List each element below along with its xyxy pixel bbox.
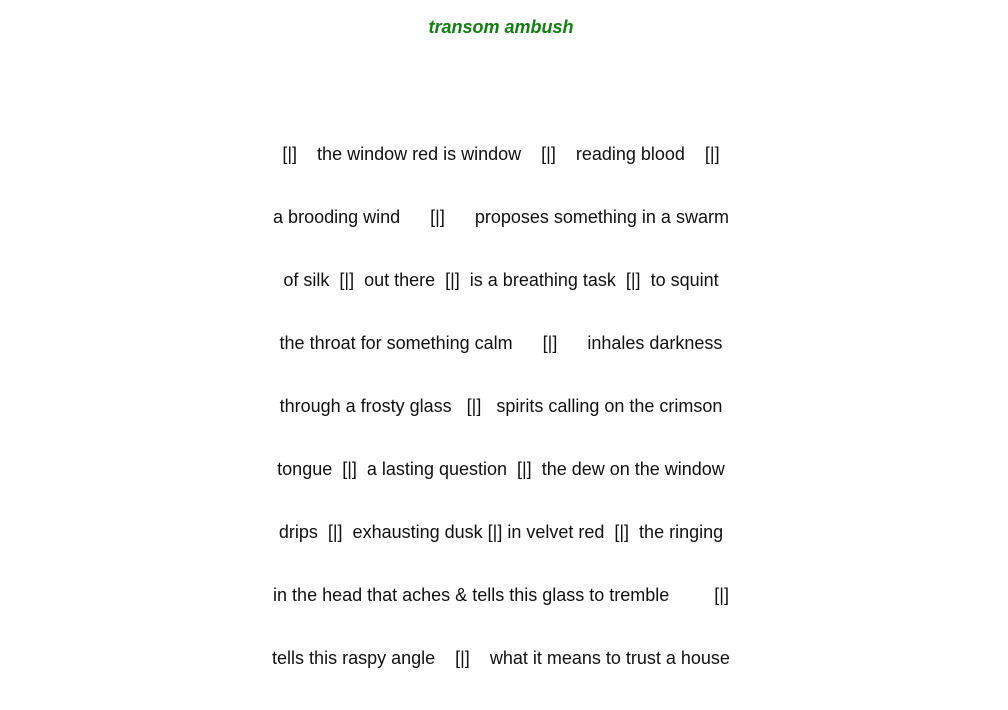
poem-line: tongue [|] a lasting question [|] the dew on the window	[277, 459, 725, 479]
poem-line: in the head that aches & tells this glass to tremble [|]	[273, 585, 729, 605]
poem-line: the throat for something calm [|] inhales darkness	[279, 333, 723, 353]
poem-line: a brooding wind [|] proposes something in a swarm	[273, 207, 729, 227]
poem-line: [|] the window red is window [|] reading blood [|]	[282, 144, 720, 164]
poem-line: through a frosty glass [|] spirits calling on the crimson	[279, 396, 723, 416]
poem-line: tells this raspy angle [|] what it means to trust a house	[272, 648, 730, 668]
poem-title: transom ambush	[428, 17, 574, 37]
poem-body	[0, 143, 1002, 710]
poem-line: of silk [|] out there [|] is a breathing task [|] to squint	[283, 270, 719, 290]
poem-line: drips [|] exhausting dusk [|] in velvet red [|] the ringing	[278, 522, 724, 542]
